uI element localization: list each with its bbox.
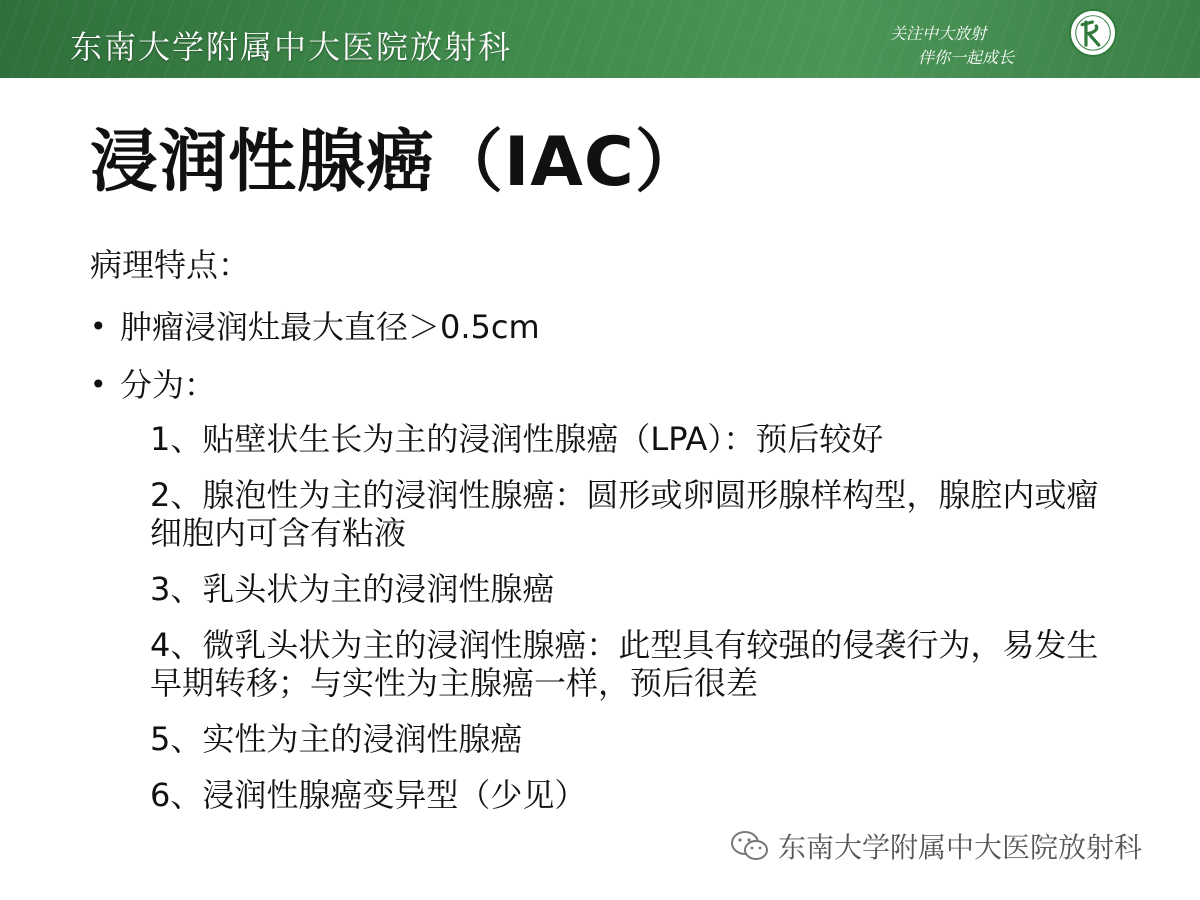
watermark — [730, 826, 1142, 866]
wechat-icon — [730, 829, 770, 863]
hospital-logo-icon — [1032, 8, 1154, 86]
slogan-line-2: 伴你一起成长 — [918, 48, 1015, 67]
list-item: 4、微乳头状为主的浸润性腺癌：此型具有较强的侵袭行为，易发生早期转移；与实性为主腺癌一样，预后很差 — [150, 626, 1099, 702]
bullet-dot-icon: • — [90, 310, 107, 343]
list-item: 2、腺泡性为主的浸润性腺癌：圆形或卵圆形腺样构型，腺腔内或瘤细胞内可含有粘液 — [150, 476, 1099, 552]
slogan-line-1: 关注中大放射 — [890, 24, 987, 43]
list-item: 6、浸润性腺癌变异型（少见） — [150, 776, 587, 814]
list-item — [90, 305, 1140, 363]
slide-title: 浸润性腺癌（IAC） — [90, 123, 704, 202]
list-item — [90, 363, 1140, 421]
bullet-text: 分为： — [120, 366, 217, 404]
list-item: 1、贴壁状生长为主的浸润性腺癌（LPA）：预后较好 — [150, 420, 884, 458]
header-banner — [0, 0, 1200, 78]
header-slogan — [890, 22, 1014, 70]
header-title: 东南大学附属中大医院放射科 — [70, 28, 513, 66]
list-item: 3、乳头状为主的浸润性腺癌 — [150, 570, 555, 608]
watermark-text: 东南大学附属中大医院放射科 — [778, 831, 1143, 864]
bullet-list — [90, 305, 1140, 421]
subtype-list — [150, 420, 1130, 832]
bullet-text: 肿瘤浸润灶最大直径＞0.5cm — [120, 308, 540, 346]
bullet-dot-icon: • — [90, 368, 107, 401]
list-item: 5、实性为主的浸润性腺癌 — [150, 720, 523, 758]
section-subheading: 病理特点： — [90, 246, 251, 284]
